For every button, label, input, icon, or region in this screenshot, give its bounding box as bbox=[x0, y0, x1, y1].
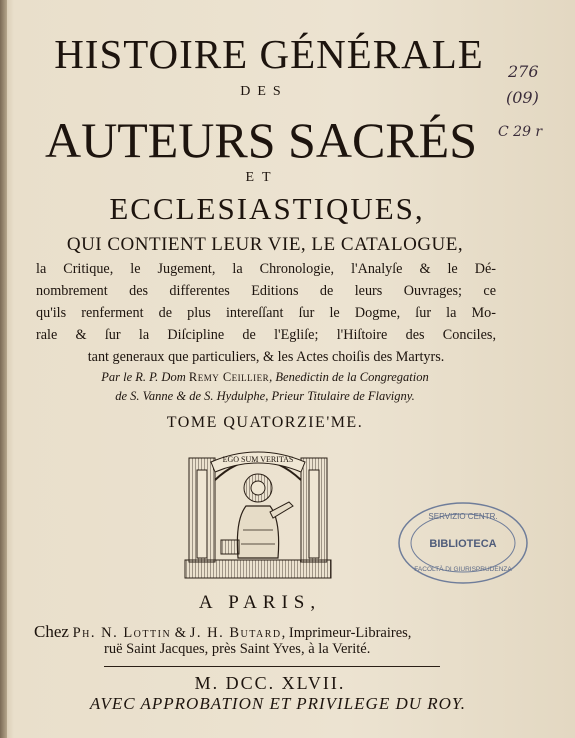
title-et: ET bbox=[245, 170, 279, 185]
author-suffix: , Benedictin de la Congregation bbox=[269, 370, 429, 384]
title-des: DES bbox=[240, 84, 288, 99]
subtitle-line: rale & ſur la Diſcipline de l'Egliſe; l'Hiſtoire des Conciles, bbox=[36, 327, 496, 343]
subtitle-line: la Critique, le Jugement, la Chronologie, l'Analyſe & le Dé- bbox=[36, 261, 496, 277]
imprint-printers bbox=[34, 622, 514, 642]
stamp-middle-text: BIBLIOTECA bbox=[429, 538, 497, 550]
volume-number: TOME QUATORZIE'ME. bbox=[166, 414, 364, 431]
royal-privilege: AVEC APPROBATION ET PRIVILEGE DU ROY. bbox=[89, 694, 467, 713]
title-line-1: HISTOIRE GÉNÉRALE bbox=[54, 31, 484, 77]
subtitle-lead: QUI CONTIENT LEUR VIE, LE CATALOGUE, bbox=[66, 234, 464, 255]
book-spine-shadow bbox=[0, 0, 7, 738]
imprint-ampersand: & bbox=[174, 625, 187, 641]
handwritten-note-1: 276 bbox=[508, 62, 539, 81]
handwritten-note-3: C 29 r bbox=[498, 124, 543, 140]
subtitle-line: tant generaux que particuliers, & les Actes choiſis des Martyrs. bbox=[87, 349, 445, 365]
subtitle-line: nombrement des differentes Editions de leurs Ouvrages; ce bbox=[36, 283, 496, 299]
library-stamp bbox=[395, 497, 531, 589]
imprint-address: ruë Saint Jacques, près Saint Yves, à la Verité. bbox=[104, 641, 371, 657]
author-credit bbox=[30, 368, 500, 406]
stamp-bottom-text: FACOLTÀ DI GIURISPRUDENZA bbox=[414, 566, 512, 573]
title-line-3: ECCLESIASTIQUES, bbox=[109, 191, 425, 226]
stamp-top-text: SERVIZIO CENTR. bbox=[428, 512, 498, 521]
imprint-chez: Chez bbox=[34, 622, 69, 641]
author-name: Remy Ceillier bbox=[188, 370, 270, 384]
printer-device-emblem bbox=[183, 440, 333, 580]
subtitle-line: qu'ils renferment de plus intereſſant ſur le Dogme, ſur la Mo- bbox=[36, 305, 496, 321]
handwritten-note-2: (09) bbox=[506, 88, 539, 107]
title-line-2: AUTEURS SACRÉS bbox=[44, 112, 478, 168]
printer-name-1: Ph. N. Lottin bbox=[72, 625, 172, 641]
author-line-2: de S. Vanne & de S. Hydulphe, Prieur Titulaire de Flavigny. bbox=[115, 389, 415, 403]
printer-name-2: J. H. Butard bbox=[189, 625, 282, 641]
publication-year: M. DCC. XLVII. bbox=[194, 673, 346, 693]
divider-rule bbox=[104, 666, 440, 667]
emblem-banner: EGO SUM VERITAS bbox=[222, 455, 294, 464]
imprint-city: A PARIS, bbox=[198, 592, 322, 613]
author-prefix: Par le R. P. Dom bbox=[101, 370, 186, 384]
printer-trade: , Imprimeur-Libraires, bbox=[281, 625, 412, 641]
subtitle-body bbox=[36, 258, 496, 368]
